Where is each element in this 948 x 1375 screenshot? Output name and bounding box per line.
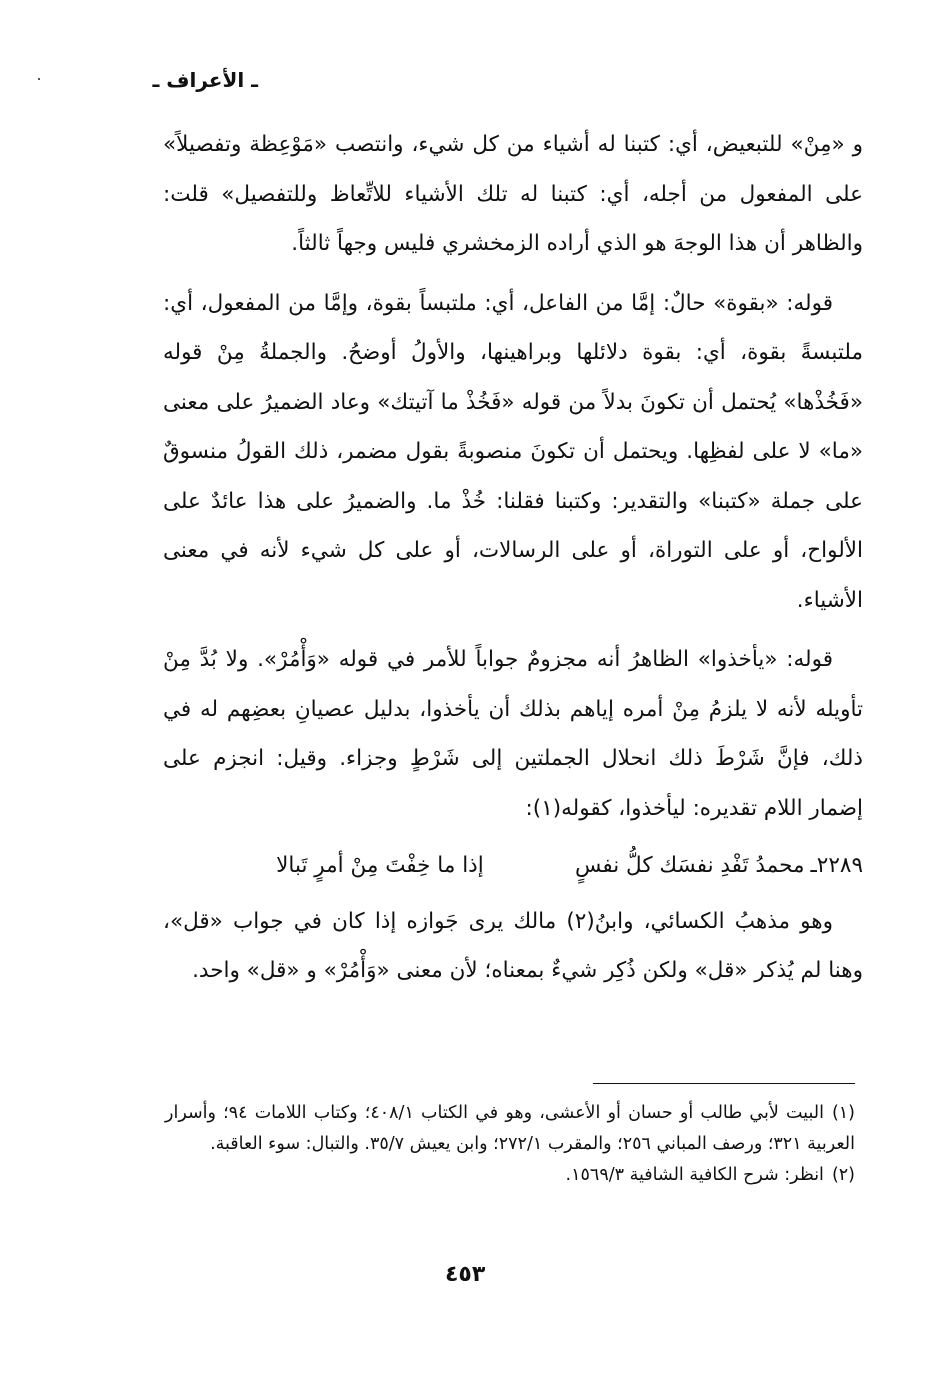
footnote-2-number: (٢) — [831, 1165, 855, 1185]
scan-speck — [38, 78, 40, 80]
poetry-verse — [163, 841, 863, 891]
running-header: ـ الأعراف ـ — [152, 68, 258, 92]
footnote-2-text: انظر: شرح الكافية الشافية ١٥٦٩/٣. — [565, 1165, 824, 1185]
footnotes — [165, 1098, 855, 1191]
verse-number: ٢٢٨٩ـ — [810, 853, 863, 878]
verse-second-hemistich: إذا ما خِفْتَ مِنْ أمرٍ تَبالا — [276, 853, 484, 878]
main-text — [163, 120, 863, 996]
verse-first-hemistich: محمدُ تَفْدِ نفسَك كلُّ نفسٍ — [574, 853, 805, 878]
paragraph-3: قوله: «يأخذوا» الظاهرُ أنه مجزومٌ جواباً للأمر في قوله «وَأْمُرْ». ولا بُدَّ مِنْ تأويله لأنه لا يلزمُ مِنْ أمره إياهم بذلك أن يأخذوا، بدليل عصيانِ بعضِهم له في ذلك، فإنَّ شَرْطَ ذلك انحلال الجملتين إلى شَرْطٍ وجزاء. وقيل: انجزم على إضمار اللام تقديره: ليأخذوا، كقوله(١): — [163, 647, 863, 821]
page-number: ٤٥٣ — [445, 1262, 486, 1287]
footnote-1-text: البيت لأبي طالب أو حسان أو الأعشى، وهو في الكتاب ٤٠٨/١؛ وكتاب اللامات ٩٤؛ وأسرار العربية ٣٢١؛ ورصف المباني ٢٥٦؛ والمقرب ٢٧٢/١؛ وابن يعيش ٣٥/٧. والتبال: سوء العاقبة. — [165, 1103, 855, 1154]
paragraph-1: و «مِنْ» للتبعيض، أي: كتبنا له أشياء من كل شيء، وانتصب «مَوْعِظة وتفصيلاً» على المفعول من أجله، أي: كتبنا له تلك الأشياء للاتِّعاظ وللتفصيل» قلت: والظاهر أن هذا الوجهَ هو الذي أراده الزمخشري فليس وجهاً ثالثاً. — [163, 132, 863, 256]
footnote-divider — [593, 1083, 855, 1084]
footnote-1-number: (١) — [831, 1103, 855, 1123]
paragraph-2: قوله: «بقوة» حالٌ: إمَّا من الفاعل، أي: ملتبساً بقوة، وإمَّا من المفعول، أي: ملتبسةً بقوة، أي: بقوة دلائلها وبراهينها، والأولُ أوضحُ. والجملةُ مِنْ قوله «فَخُذْها» يُحتمل أن تكونَ بدلاً من قوله «فَخُذْ ما آتيتك» وعاد الضميرُ على معنى «ما» لا على لفظِها. ويحتمل أن تكونَ منصوبةً بقول مضمر، ذلك القولُ منسوقٌ على جملة «كتبنا» والتقدير: وكتبنا فقلنا: خُذْ ما. والضميرُ على هذا عائدٌ على الألواح، أو على التوراة، أو على الرسالات، أو على كل شيء لأنه في معنى الأشياء. — [163, 290, 863, 613]
paragraph-after-verse: وهو مذهبُ الكسائي، وابنُ(٢) مالك يرى جَوازه إذا كان في جواب «قل»، وهنا لم يُذكر «قل» ولكن ذُكِر شيءٌ بمعناه؛ لأن معنى «وَأْمُرْ» و «قل» واحد. — [163, 908, 863, 983]
footnote-2 — [165, 1160, 855, 1191]
footnote-1 — [165, 1098, 855, 1160]
